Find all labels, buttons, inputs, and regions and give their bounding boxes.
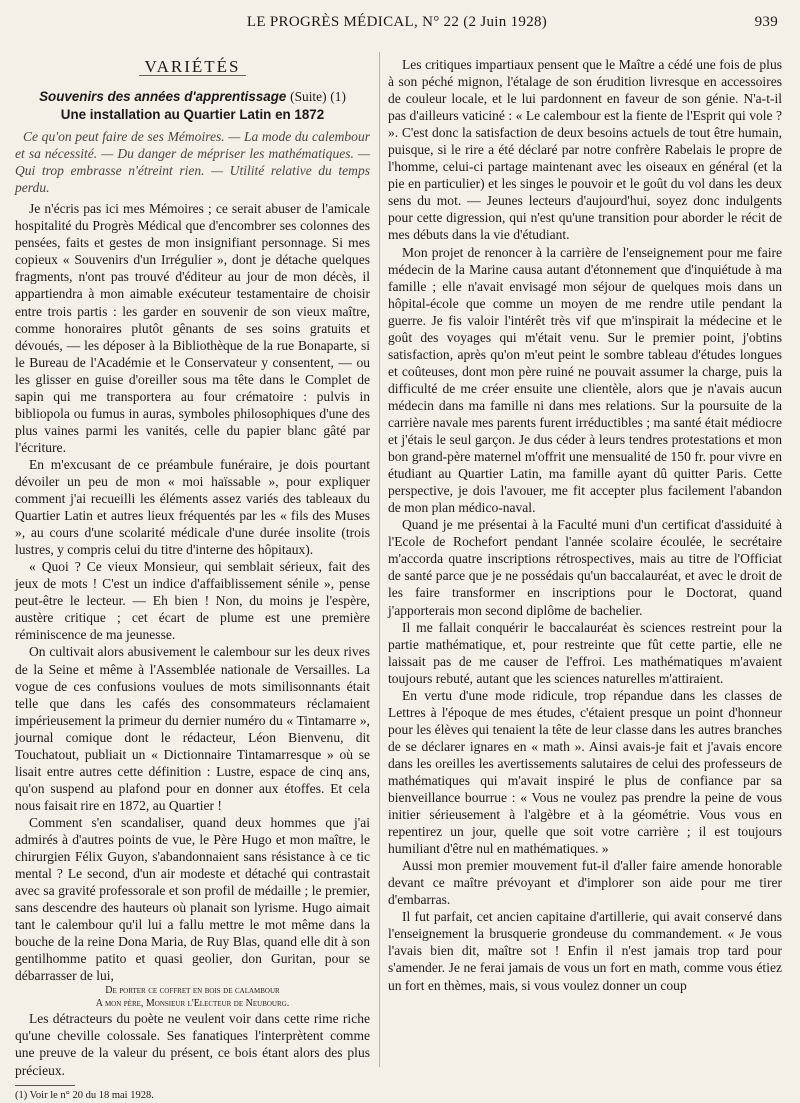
article-title-suite: (Suite) <box>290 89 327 105</box>
running-head <box>16 14 778 36</box>
right-column <box>388 56 782 1079</box>
left-column <box>15 56 370 1101</box>
page-number: 939 <box>754 14 778 30</box>
paragraph: Les détracteurs du poète ne veulent voir dans cette rime riche qu'une cheville colossale. Ses fanatiques l'interprètent comme une preuve de la valeur du présent, ce bois étant alors des plus précieux. <box>15 1011 370 1078</box>
article-title-main: Souvenirs des années d'apprentissage <box>39 89 287 105</box>
journal-issue: LE PROGRÈS MÉDICAL, N° 22 (2 Juin 1928) <box>246 14 548 30</box>
paragraph: Il me fallait conquérir le baccalauréat ès sciences restreint pour la partie mathématique, et, pour restreinte que fût cette partie, elle ne laissait pas de me causer de l'effroi. Les mathématiques m'avaient toujours rebuté, autant que les sciences naturelles m'attiraient. <box>388 619 782 686</box>
paragraph: Comment s'en scandaliser, quand deux hommes que j'ai admirés à d'autres points de vue, le Père Hugo et mon maître, le chirurgien Félix Guyon, s'abandonnaient sans résistance à ce tic mental ? Le second, d'un air modeste et détaché qui contrastait avec sa gravité professorale et son profil de médaille ; le premier, sans descendre des hauteurs où planait son lyrisme. Hugo aimait tant le calembour qu'il lui a fallu mettre le mot même dans la bouche de la reine Dona Maria, de Ruy Blas, quand elle dit à son gentilhomme patito et quasi geolier, don Guritan, pour se débarrasser de lui, <box>15 814 370 984</box>
verse-line: A mon père, Monsieur l'Electeur de Neubourg. <box>95 998 290 1010</box>
paragraph: On cultivait alors abusivement le calembour sur les deux rives de la Seine et même à l'Assemblée nationale de Versailles. La vogue de ces confusions voulues de mots similisonnants était telle que dans les cafés des consommateurs réclamaient impérieusement la primeur du dernier numéro du « Tintamarre », journal comique dont le rédacteur, Léon Bienvenu, dit Touchatout, publiait un « Dictionnaire Tintamarresque » où se lisait entre autres cette définition : Lustre, espace de cinq ans, qu'on suspend au plafond pour en donner aux étoffes. Et cela nous faisait rire en 1872, au Quartier ! <box>15 644 370 813</box>
footnote: (1) Voir le n° 20 du 18 mai 1928. <box>15 1089 154 1101</box>
footnote-rule <box>15 1085 75 1086</box>
verse-quote <box>15 984 370 1010</box>
paragraph: Mon projet de renoncer à la carrière de l'enseignement pour me faire médecin de la Marine causa autant d'étonnement que d'inquiétude à ma famille ; elle n'avait envisagé mon séjour de quelques mois dans un hôpital-école que comme un moyen de me rendre utile pendant la guerre. Je fis valoir l'intérêt très vif que m'inspirait la médecine et le goût des voyages qui m'était venu. Sur le premier point, j'obtins satisfaction, après qu'on m'eut peint le sombre tableau d'études longues et coûteuses, dont mon père ruiné ne pouvait assumer la charge, puis la difficulté de me créer ensuite une clientèle, alors que je n'avais aucun médecin dans ma famille ni dans mes relations. Sur la poursuite de la carrière navale mes parents furent irréductibles ; ma santé était médiocre et j'étais le seul garçon. Je dus céder à leurs tendres protestations et mon bon grand-père maternel m'offrit une mensualité de 150 fr. pour vivre en étudiant au Quartier Latin, ma famille ayant dû quitter Paris. Cette perspective, je dois l'avouer, me fit accepter plus facilement l'abandon de mon plan médico-naval. <box>388 244 782 516</box>
article-footnote-ref: (1) <box>330 89 346 105</box>
section-title: VARIÉTÉS <box>15 58 370 76</box>
paragraph: En m'excusant de ce préambule funéraire, je dois pourtant dévoiler un peu de mon « moi haïssable », pour expliquer comment j'ai recueilli les éléments assez variés des tableaux du Quartier Latin et autres lieux fréquentés par les « fils des Muses », au cours d'une scolarité médicale d'une durée insolite (trois lustres, y compris celui du titre d'interne des hôpitaux). <box>15 456 370 558</box>
article-title <box>15 88 370 106</box>
paragraph: Il fut parfait, cet ancien capitaine d'artillerie, qui avait conservé dans l'enseignement la brusquerie grondeuse du commandement. « Je vous l'avais bien dit, maître sot ! Enfin il n'est jamais trop tard pour s'amender. Je ne ferai jamais de vous un fort en math, comme vous étiez un fort en thèmes, mais, si vous voulez donner un coup <box>388 909 782 993</box>
paragraph: En vertu d'une mode ridicule, trop répandue dans les classes de Lettres à l'époque de mes études, c'étaient presque un point d'honneur pour les élèves qui tenaient la tête de leur classe dans les autres branches de se déclarer ignares en « math ». Ainsi avais-je fait et j'avais encore dans les oreilles les avertissements salutaires de celui des professeurs de mathématiques qui m'avait inspiré le plus de confiance par sa bienveillance bourrue : « Vous ne voulez pas prendre la peine de vous initier sérieusement à l'algèbre et à la géométrie. Vous vous en repentirez un jour, quelle que soit votre carrière ; il est toujours humiliant d'être nul en mathématiques. » <box>388 687 782 857</box>
column-divider <box>379 52 380 1067</box>
paragraph: Les critiques impartiaux pensent que le Maître a cédé une fois de plus à son péché mignon, l'étalage de son érudition livresque en accessoires de couleur locale, et le lui pardonnent en faveur de son génie. N'a-t-il pas d'ailleurs vaticiné : « Le calembour est la fiente de l'Esprit qui vole ? ». C'est donc la satisfaction de deux besoins actuels de tout être humain, puisque, si le rire a été déclaré par notre confrère Rabelais le propre de l'homme, celui-ci partage maintenant avec les oiseaux en général (et la pie en particulier) et les singes le pouvoir et le goût du vol dans les deux sens du mot. — Jeunes lecteurs d'aujourd'hui, soyez donc indulgents pour cette digression, qui n'est qu'une transition pour aborder le récit de mes débuts dans la vie d'étudiant. <box>388 57 782 243</box>
article-summary: Ce qu'on peut faire de ses Mémoires. — La mode du calembour et sa nécessité. — Du danger de mépriser les mathématiques. — Qui trop embrasse n'étreint rien. — Utilité relative du temps perdu. <box>15 129 370 196</box>
verse-line: De porter ce coffret en bois de calambour <box>105 985 280 997</box>
paragraph: Quand je me présentai à la Faculté muni d'un certificat d'assiduité à l'Ecole de Rochefort pendant l'année scolaire écoulée, le secrétaire m'accorda quatre inscriptions rétrospectives, mais au titre de l'Officiat de santé parce que je ne possédais qu'un baccalauréat, et avec le droit de les faire transformer en inscriptions pour le Doctorat, quand j'apporterais mon second diplôme de bachelier. <box>388 517 782 618</box>
paragraph: Je n'écris pas ici mes Mémoires ; ce serait abuser de l'amicale hospitalité du Progrès Médical que d'encombrer ses colonnes des pensées, faits et gestes de mon insignifiant personnage. Si mes copieux « Souvenirs d'un Irrégulier », dont je détache quelques fragments, n'ont pas trouvé d'éditeur au jour de mon décès, il appartiendra à mon aimable exécuteur testamentaire de choisir entre trois partis : les garder en souvenir de son vieux maître, comme honoraires plutôt gênants de ses soins gratuits et dévoués, — les déposer à la Bibliothèque de la rue Bonaparte, si le Bureau de l'Académie et le Conservateur y consentent, — ou les glisser en guise d'oreiller sous ma tête dans le Complet de sapin qui me transportera au four crématoire : pulvis in bibliopola ou fumus in auras, symboles philosophiques d'une des plus vaines parmi les vanités, celle du papier blanc gâté par l'écriture. <box>15 201 370 455</box>
paragraph: Aussi mon premier mouvement fut-il d'aller faire amende honorable devant ce maître prévoyant et d'implorer son aide pour me tirer d'embarras. <box>388 858 782 908</box>
article-subtitle: Une installation au Quartier Latin en 1872 <box>60 107 325 123</box>
paragraph: « Quoi ? Ce vieux Monsieur, qui semblait sérieux, fait des jeux de mots ! C'est un indice d'affaiblissement sénile », pense peut-être le lecteur. — Eh bien ! Non, du moins je l'espère, austère critique ; cet écart de plume est une première réminiscence de ma jeunesse. <box>15 559 370 643</box>
